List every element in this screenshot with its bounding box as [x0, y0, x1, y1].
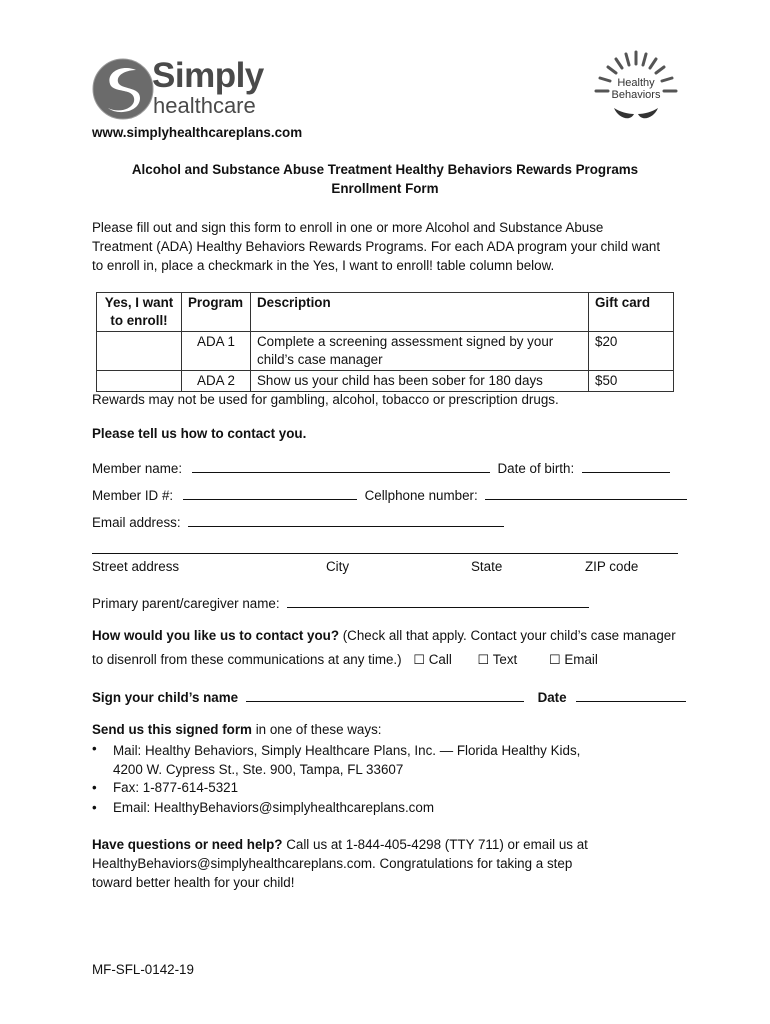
header-description: Description	[251, 293, 589, 332]
member-name-label: Member name:	[92, 461, 183, 476]
intro-paragraph	[92, 218, 692, 275]
member-name-row	[92, 459, 670, 476]
contact-preference-line1	[92, 628, 692, 643]
text-checkbox[interactable]: ☐	[477, 652, 490, 667]
program-cell: ADA 1	[182, 332, 251, 371]
logo-wordmark-bottom: healthcare	[153, 93, 256, 118]
send-email[interactable]: Email: HealthyBehaviors@simplyhealthcareplans.com	[113, 800, 434, 815]
bullet-icon: •	[92, 780, 97, 795]
text-label: Text	[492, 652, 518, 667]
header-gift-card: Gift card	[589, 293, 674, 332]
contact-instructions: (Check all that apply. Contact your child’s case manager	[339, 628, 676, 643]
program-table	[96, 292, 674, 392]
dob-label: Date of birth:	[497, 461, 575, 476]
call-checkbox[interactable]: ☐	[413, 652, 425, 667]
signature-row	[92, 688, 686, 705]
bullet-icon: •	[92, 800, 97, 815]
state-label: State	[471, 559, 503, 574]
member-id-row	[92, 486, 687, 503]
form-code: MF-SFL-0142-19	[92, 962, 194, 977]
zip-code-label: ZIP code	[585, 559, 639, 574]
table-row	[97, 332, 674, 371]
badge-text-line1: Healthy	[617, 77, 655, 89]
description-cell: Complete a screening assessment signed by your child’s case manager	[251, 332, 589, 371]
send-fax: Fax: 1-877-614-5321	[113, 780, 239, 795]
website-url[interactable]: www.simplyhealthcareplans.com	[92, 125, 303, 140]
enroll-checkbox-cell-ada1[interactable]	[97, 332, 182, 371]
form-title-line1: Alcohol and Substance Abuse Treatment Healthy Behaviors Rewards Programs	[131, 162, 639, 177]
member-id-input[interactable]	[183, 486, 357, 500]
intro-line: to enroll in, place a checkmark in the Yes, I want to enroll! table column below.	[92, 258, 555, 273]
parent-name-row	[92, 594, 589, 611]
contact-preference-line2	[92, 652, 598, 668]
signature-date-input[interactable]	[576, 688, 686, 702]
intro-line: Treatment (ADA) Healthy Behaviors Rewards Programs. For each ADA program your child want	[92, 239, 661, 254]
cellphone-input[interactable]	[485, 486, 687, 500]
bullet-icon: •	[92, 741, 97, 756]
city-label: City	[326, 559, 350, 574]
table-header-row	[97, 293, 674, 332]
form-title-line2: Enrollment Form	[331, 181, 439, 196]
contact-heading: Please tell us how to contact you.	[92, 426, 307, 441]
street-address-label: Street address	[92, 559, 180, 574]
dob-input[interactable]	[582, 459, 670, 473]
send-mail: Mail: Healthy Behaviors, Simply Healthcare Plans, Inc. — Florida Healthy Kids, 4200 W. Cypress St., Ste. 900, Tampa, FL 33607	[113, 743, 581, 777]
logo-wordmark-top: Simply	[152, 56, 264, 95]
rewards-note: Rewards may not be used for gambling, alcohol, tobacco or prescription drugs.	[92, 392, 559, 407]
description-cell: Show us your child has been sober for 180 days	[251, 371, 589, 392]
email-checkbox[interactable]: ☐	[548, 652, 561, 667]
table-row	[97, 371, 674, 392]
member-id-label: Member ID #:	[92, 488, 174, 503]
parent-name-input[interactable]	[287, 594, 589, 608]
signature-date-label: Date	[537, 690, 567, 705]
contact-instructions-cont: to disenroll from these communications at any time.)	[92, 652, 402, 667]
send-heading: Send us this signed form in one of these ways:	[92, 722, 382, 737]
header-program: Program	[182, 293, 251, 332]
badge-text-line2: Behaviors	[611, 89, 661, 101]
header-enroll: Yes, I want to enroll!	[97, 293, 182, 332]
gift-card-cell: $50	[589, 371, 674, 392]
enroll-checkbox-cell-ada2[interactable]	[97, 371, 182, 392]
member-name-input[interactable]	[192, 459, 490, 473]
email-label: Email address:	[92, 515, 181, 530]
simply-healthcare-logo-icon	[92, 58, 154, 120]
email-input[interactable]	[188, 513, 504, 527]
program-cell: ADA 2	[182, 371, 251, 392]
call-label: Call	[428, 652, 452, 667]
healthy-behaviors-logo-icon	[588, 48, 684, 126]
address-input[interactable]	[92, 553, 678, 554]
contact-question: How would you like us to contact you?	[92, 628, 339, 643]
signature-input[interactable]	[246, 688, 524, 702]
email-option-label: Email	[564, 652, 598, 667]
help-paragraph: Have questions or need help? Call us at 1-844-405-4298 (TTY 711) or email us at HealthyBehaviors@simplyhealthcareplans.com. Congratulations for taking a step toward better health for your child!	[92, 837, 588, 890]
email-row	[92, 513, 504, 530]
cellphone-label: Cellphone number:	[364, 488, 478, 503]
parent-name-label: Primary parent/caregiver name:	[92, 596, 280, 611]
signature-label: Sign your child’s name	[92, 690, 239, 705]
gift-card-cell: $20	[589, 332, 674, 371]
intro-line: Please fill out and sign this form to enroll in one or more Alcohol and Substance Abuse	[92, 220, 604, 235]
